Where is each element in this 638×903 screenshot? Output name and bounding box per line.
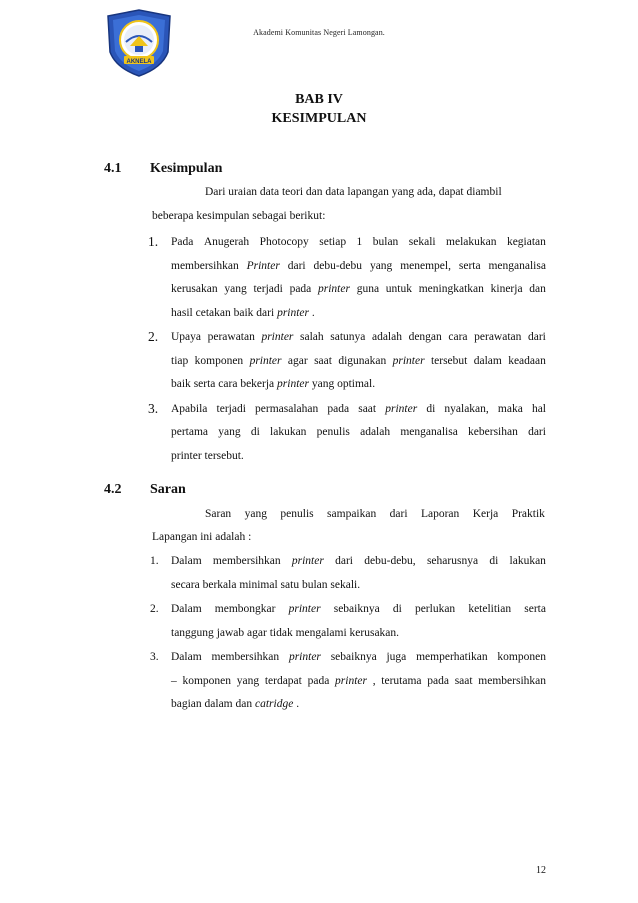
word: membersihkan [211,651,280,663]
word: satunya [330,331,366,343]
word: guna [356,283,380,295]
word: Photocopy [259,236,309,248]
header-institution: Akademi Komunitas Negeri Lamongan. [253,28,385,37]
word: printer [171,449,205,462]
paragraph-line: beberapa kesimpulan sebagai berikut: [152,210,326,222]
word: Dalam [171,603,202,615]
section-title: Saran [150,482,186,497]
word: seharusnya [426,555,479,567]
word: Upaya [171,331,202,343]
word: lakukan [509,555,546,567]
institution-logo-icon [102,8,176,78]
word: komponen [194,354,244,367]
list-item-line [171,260,546,272]
list-item-line [171,331,546,343]
word: dan [235,698,255,710]
word: melakukan [446,236,497,248]
word: saat [358,402,377,415]
word: bulan [301,578,331,591]
word: salah [300,331,324,343]
word: adalah [360,426,391,438]
word: sekali. [330,578,361,591]
word: yang [218,426,241,438]
word: , [372,674,376,687]
word: dengan [408,331,442,343]
word: tiap [171,354,189,367]
word: cara [448,331,468,343]
word: optimal. [337,378,376,390]
word: printer [277,306,312,319]
word: menganalisa [488,259,546,272]
word: printer [288,651,321,663]
word: di [489,555,499,567]
word: pada [307,674,330,687]
word: . [296,698,300,710]
word: printer [385,402,418,415]
word: dari [335,555,353,567]
word: serta [193,378,219,390]
section-number: 4.2 [104,482,122,497]
word: dari [528,426,546,438]
word: Anugerah [203,236,250,248]
word: pada [327,402,350,415]
list-item-line [171,307,315,319]
word: serta [458,259,481,272]
word: pada [427,674,449,687]
word: printer [261,331,294,343]
list-item-number: 2. [150,603,159,615]
word: dari [287,259,306,272]
word: kinerja [490,283,523,295]
word: printer [249,354,282,367]
word: di [392,603,402,615]
list-item-number: 2. [148,329,159,344]
paragraph-line: Lapangan ini adalah : [152,531,252,543]
list-item-line [171,555,546,567]
word: printer [335,674,367,687]
word: tidak [269,626,296,639]
chapter-number: BAB IV [295,92,343,107]
list-item-line [171,651,546,663]
word: membongkar [214,603,276,615]
paragraph-line: Dari uraian data teori dan data lapangan yang ada, dapat diambil [205,186,502,198]
word: satu [280,578,302,591]
list-item-line [171,698,299,710]
word: catridge [255,698,297,710]
word: yang [311,378,338,390]
word: perawatan [207,331,255,343]
word: digunakan [338,354,387,367]
svg-text:AKNELA: AKNELA [126,59,152,65]
word: membersihkan [171,259,239,272]
word: bagian [171,698,205,710]
word: setiap [319,236,347,248]
word: maka [497,402,523,415]
list-item-line [171,426,546,438]
word: secara [171,578,203,591]
word: Dalam [171,555,202,567]
word: kebersihan [468,426,518,438]
word: di [426,402,436,415]
list-item-line [171,579,360,591]
word: hal [531,402,546,415]
word: hasil [171,306,196,319]
word: . [311,306,315,319]
word: terutama [381,674,422,687]
word: dalam [204,698,236,710]
word: terdapat [264,674,302,687]
word: sebaiknya [333,603,380,615]
word: ketelitian [468,603,512,615]
word: untuk [385,283,412,295]
word: membersihkan [212,555,281,567]
list-item-number: 1. [148,234,159,249]
word: Printer [246,259,280,272]
word: 1 [356,236,363,248]
word: komponen [182,674,232,687]
page-number: 12 [536,865,546,876]
word: kerusakan [171,283,218,295]
list-item-line [171,450,244,462]
word: agar [247,626,270,639]
word: pada [289,283,312,295]
list-item-line [171,675,546,687]
word: terjadi [253,283,283,295]
word: juga [386,651,407,663]
word: sebaiknya [330,651,377,663]
list-item-line [171,283,546,295]
word: baik [171,378,194,390]
word: yang [236,674,260,687]
word: dan [529,283,546,295]
word: bulan [372,236,399,248]
word: yang [224,283,247,295]
word: memperhatikan [416,651,488,663]
word: printer [291,555,324,567]
word: printer [392,354,425,367]
word: printer [277,378,312,390]
word: perlukan [414,603,456,615]
word: cara [218,378,241,390]
word: mengalami [295,626,350,639]
word: Pada [171,236,194,248]
word: adalah [371,331,402,343]
word: lakukan [270,426,307,438]
list-item-line [171,355,546,367]
list-item-line [171,378,375,390]
word: agar [287,354,308,367]
word: cetakan [195,306,234,319]
paragraph-line: Saran yang penulis sampaikan dari Laporan Kerja Praktik [205,508,545,520]
word: printer [318,283,350,295]
word: perawatan [474,331,522,343]
word: kegiatan [506,236,546,248]
word: Apabila [171,402,208,415]
word: permasalahan [255,402,319,415]
word: bekerja [240,378,278,390]
word: serta [524,603,546,615]
word: Dalam [171,651,202,663]
list-item-number: 3. [150,651,159,663]
word: dari [256,306,278,319]
word: saat [314,354,332,367]
word: penulis [316,426,350,438]
word: membersihkan [478,674,546,687]
word: dalam [473,354,502,367]
word: tanggung [171,626,217,639]
word: yang [369,259,393,272]
list-item-number: 1. [150,555,159,567]
word: menganalisa [400,426,458,438]
word: berkala [202,578,240,591]
section-title: Kesimpulan [150,161,223,176]
word: debu-debu, [364,555,416,567]
word: terjadi [216,402,246,415]
word: kerusakan. [349,626,400,639]
word: keadaan [508,354,546,367]
word: meningkatkan [418,283,484,295]
word: tersebut. [204,449,244,462]
list-item-line [171,603,546,615]
word: saat [454,674,473,687]
word: komponen [497,651,546,663]
list-item-line [171,236,546,248]
word: menempel, [400,259,451,272]
list-item-number: 3. [148,400,159,416]
word: jawab [216,626,248,639]
word: printer [288,603,321,615]
word: minimal [239,578,281,591]
word: debu-debu [313,259,363,272]
word: baik [233,306,257,319]
list-item-line [171,403,546,415]
word: – [171,674,177,687]
word: di [250,426,260,438]
section-number: 4.1 [104,161,122,176]
list-item-line [171,627,399,639]
word: sekali [408,236,436,248]
word: pertama [171,426,209,438]
word: tersebut [430,354,468,367]
word: dari [527,331,546,343]
chapter-title: KESIMPULAN [271,111,367,126]
word: nyalakan, [444,402,489,415]
